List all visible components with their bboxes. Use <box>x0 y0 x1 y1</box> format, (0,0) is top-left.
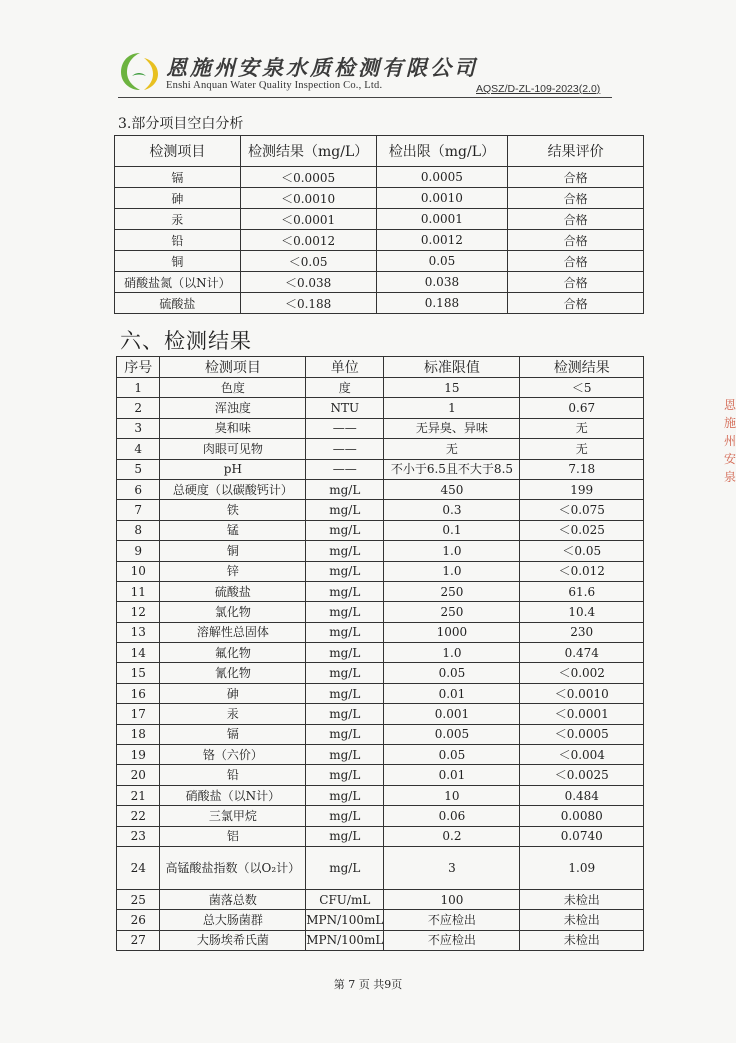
table-cell: ＜0.0012 <box>240 230 376 251</box>
column-header: 检测结果（mg/L） <box>240 136 376 167</box>
table-row <box>115 209 644 230</box>
table-cell: —— <box>306 459 384 479</box>
column-header: 序号 <box>117 357 160 378</box>
table-cell: MPN/100mL <box>306 910 384 930</box>
table-cell: 合格 <box>508 230 644 251</box>
table-cell: 无 <box>520 418 644 438</box>
table-cell: 未检出 <box>520 910 644 930</box>
table-cell: ＜0.0005 <box>240 167 376 188</box>
table-cell: ＜0.0001 <box>240 209 376 230</box>
table-cell: 1.0 <box>384 643 520 663</box>
table-cell: 氰化物 <box>160 663 306 683</box>
column-header: 标准限值 <box>384 357 520 378</box>
company-logo-icon <box>118 50 162 92</box>
table-row <box>117 520 644 540</box>
table-row <box>117 581 644 601</box>
table-cell: 23 <box>117 826 160 846</box>
table-cell: 氟化物 <box>160 643 306 663</box>
table-cell: 26 <box>117 910 160 930</box>
table-header-row <box>115 136 644 167</box>
table-cell: 0.3 <box>384 500 520 520</box>
table-cell: 硫酸盐 <box>115 293 241 314</box>
table-row <box>115 272 644 293</box>
table-cell: 22 <box>117 806 160 826</box>
results-table <box>116 356 644 951</box>
table-cell: 硫酸盐 <box>160 581 306 601</box>
table-cell: 19 <box>117 745 160 765</box>
table-row <box>117 602 644 622</box>
table-cell: ＜0.0010 <box>520 683 644 703</box>
table-cell: 10 <box>384 785 520 805</box>
table-cell: ＜0.025 <box>520 520 644 540</box>
page-header <box>118 48 614 98</box>
table-cell: 4 <box>117 439 160 459</box>
table-cell: mg/L <box>306 806 384 826</box>
table-cell: pH <box>160 459 306 479</box>
table-cell: 镉 <box>115 167 241 188</box>
table-cell: 汞 <box>115 209 241 230</box>
table-cell: 铅 <box>115 230 241 251</box>
table-cell: mg/L <box>306 663 384 683</box>
table-cell: 合格 <box>508 251 644 272</box>
table-cell: 合格 <box>508 209 644 230</box>
table-cell: 7.18 <box>520 459 644 479</box>
table-cell: NTU <box>306 398 384 418</box>
header-divider <box>118 97 612 98</box>
table-cell: mg/L <box>306 520 384 540</box>
table-cell: 不小于6.5且不大于8.5 <box>384 459 520 479</box>
table-cell: 0.01 <box>384 765 520 785</box>
page-number: 第 7 页 共9页 <box>333 978 403 991</box>
table-cell: 199 <box>520 479 644 499</box>
table-cell: 20 <box>117 765 160 785</box>
table-cell: ＜0.075 <box>520 500 644 520</box>
table-cell: 无 <box>520 439 644 459</box>
table-cell: 砷 <box>160 683 306 703</box>
table-cell: mg/L <box>306 622 384 642</box>
table-cell: mg/L <box>306 846 384 889</box>
table-cell: 0.05 <box>376 251 508 272</box>
table-cell: 11 <box>117 581 160 601</box>
table-cell: 5 <box>117 459 160 479</box>
table-cell: 0.0080 <box>520 806 644 826</box>
table-cell: 3 <box>117 418 160 438</box>
table-cell: mg/L <box>306 541 384 561</box>
table-cell: 度 <box>306 378 384 398</box>
table-row <box>115 293 644 314</box>
table-cell: ＜0.05 <box>520 541 644 561</box>
table-cell: 合格 <box>508 293 644 314</box>
table-row <box>115 230 644 251</box>
table-cell: ＜0.05 <box>240 251 376 272</box>
table-cell: 0.474 <box>520 643 644 663</box>
table-cell: 硝酸盐氮（以N计） <box>115 272 241 293</box>
table-cell: 总大肠菌群 <box>160 910 306 930</box>
table-cell: 0.0010 <box>376 188 508 209</box>
table-cell: ＜0.0010 <box>240 188 376 209</box>
table-cell: 总硬度（以碳酸钙计） <box>160 479 306 499</box>
table-cell: 0.038 <box>376 272 508 293</box>
table-cell: —— <box>306 418 384 438</box>
table-cell: 铜 <box>115 251 241 272</box>
table-cell: 铜 <box>160 541 306 561</box>
table-cell: 1.0 <box>384 561 520 581</box>
table-cell: 砷 <box>115 188 241 209</box>
table-cell: 肉眼可见物 <box>160 439 306 459</box>
table-cell: 铬（六价） <box>160 745 306 765</box>
blank-analysis-title: 3.部分项目空白分析 <box>118 116 244 132</box>
table-cell: 0.0001 <box>376 209 508 230</box>
table-cell: 2 <box>117 398 160 418</box>
table-cell: 0.05 <box>384 745 520 765</box>
table-cell: 0.67 <box>520 398 644 418</box>
table-cell: 溶解性总固体 <box>160 622 306 642</box>
table-row <box>117 846 644 889</box>
table-row <box>117 418 644 438</box>
table-cell: 100 <box>384 889 520 909</box>
table-cell: 合格 <box>508 272 644 293</box>
table-cell: 0.06 <box>384 806 520 826</box>
table-cell: ＜0.0005 <box>520 724 644 744</box>
table-cell: 硝酸盐（以N计） <box>160 785 306 805</box>
table-cell: 7 <box>117 500 160 520</box>
table-cell: 24 <box>117 846 160 889</box>
table-cell: 0.2 <box>384 826 520 846</box>
table-cell: 0.0012 <box>376 230 508 251</box>
table-cell: 10 <box>117 561 160 581</box>
blank-analysis-table <box>114 135 644 314</box>
table-cell: MPN/100mL <box>306 930 384 950</box>
table-cell: 250 <box>384 602 520 622</box>
table-cell: ＜0.038 <box>240 272 376 293</box>
table-row <box>117 826 644 846</box>
table-cell: 浑浊度 <box>160 398 306 418</box>
table-row <box>117 398 644 418</box>
table-cell: mg/L <box>306 479 384 499</box>
table-row <box>117 683 644 703</box>
table-cell: 1 <box>117 378 160 398</box>
table-row <box>117 704 644 724</box>
table-cell: 锰 <box>160 520 306 540</box>
table-cell: ＜0.004 <box>520 745 644 765</box>
table-cell: 铁 <box>160 500 306 520</box>
table-cell: 铅 <box>160 765 306 785</box>
table-cell: 未检出 <box>520 889 644 909</box>
table-cell: 230 <box>520 622 644 642</box>
table-row <box>117 724 644 744</box>
results-title: 六、检测结果 <box>120 329 252 353</box>
table-cell: ＜0.012 <box>520 561 644 581</box>
company-name-en: Enshi Anquan Water Quality Inspection Co., Ltd. <box>166 80 383 91</box>
table-cell: 450 <box>384 479 520 499</box>
table-cell: 3 <box>384 846 520 889</box>
table-cell: 21 <box>117 785 160 805</box>
table-cell: 0.1 <box>384 520 520 540</box>
table-cell: 镉 <box>160 724 306 744</box>
table-header-row <box>117 357 644 378</box>
table-cell: 8 <box>117 520 160 540</box>
table-cell: 61.6 <box>520 581 644 601</box>
table-cell: 9 <box>117 541 160 561</box>
table-cell: 16 <box>117 683 160 703</box>
table-cell: 0.0740 <box>520 826 644 846</box>
table-cell: mg/L <box>306 683 384 703</box>
table-cell: 大肠埃希氏菌 <box>160 930 306 950</box>
table-cell: 10.4 <box>520 602 644 622</box>
table-row <box>117 541 644 561</box>
table-cell: 15 <box>384 378 520 398</box>
table-row <box>117 745 644 765</box>
table-row <box>117 930 644 950</box>
column-header: 检测项目 <box>115 136 241 167</box>
table-cell: 1 <box>384 398 520 418</box>
table-cell: mg/L <box>306 724 384 744</box>
table-cell: 未检出 <box>520 930 644 950</box>
table-cell: ＜5 <box>520 378 644 398</box>
table-cell: mg/L <box>306 643 384 663</box>
table-cell: mg/L <box>306 561 384 581</box>
column-header: 单位 <box>306 357 384 378</box>
table-row <box>117 643 644 663</box>
table-row <box>117 479 644 499</box>
company-name-cn: 恩施州安泉水质检测有限公司 <box>166 55 478 80</box>
column-header: 检测项目 <box>160 357 306 378</box>
table-cell: ＜0.0025 <box>520 765 644 785</box>
document-code: AQSZ/D-ZL-109-2023(2.0) <box>476 83 601 95</box>
table-cell: 色度 <box>160 378 306 398</box>
table-row <box>117 785 644 805</box>
table-cell: 铝 <box>160 826 306 846</box>
table-row <box>117 561 644 581</box>
table-cell: ＜0.0001 <box>520 704 644 724</box>
table-cell: 17 <box>117 704 160 724</box>
table-cell: 13 <box>117 622 160 642</box>
table-cell: 0.188 <box>376 293 508 314</box>
table-cell: mg/L <box>306 602 384 622</box>
table-cell: 0.01 <box>384 683 520 703</box>
table-cell: 12 <box>117 602 160 622</box>
table-cell: mg/L <box>306 581 384 601</box>
table-cell: 不应检出 <box>384 930 520 950</box>
table-row <box>117 889 644 909</box>
table-row <box>117 806 644 826</box>
table-cell: 1.09 <box>520 846 644 889</box>
table-cell: 25 <box>117 889 160 909</box>
table-cell: 锌 <box>160 561 306 581</box>
table-row <box>117 439 644 459</box>
table-row <box>115 188 644 209</box>
table-cell: 汞 <box>160 704 306 724</box>
table-row <box>117 663 644 683</box>
table-cell: —— <box>306 439 384 459</box>
table-cell: 14 <box>117 643 160 663</box>
table-cell: 0.001 <box>384 704 520 724</box>
table-cell: 无异臭、异味 <box>384 418 520 438</box>
table-cell: mg/L <box>306 745 384 765</box>
table-cell: mg/L <box>306 765 384 785</box>
table-cell: 臭和味 <box>160 418 306 438</box>
table-cell: 无 <box>384 439 520 459</box>
table-cell: ＜0.002 <box>520 663 644 683</box>
table-cell: 15 <box>117 663 160 683</box>
table-cell: 6 <box>117 479 160 499</box>
table-cell: 不应检出 <box>384 910 520 930</box>
table-cell: 0.005 <box>384 724 520 744</box>
table-cell: 27 <box>117 930 160 950</box>
table-cell: mg/L <box>306 826 384 846</box>
table-cell: 合格 <box>508 188 644 209</box>
table-cell: 250 <box>384 581 520 601</box>
table-cell: ＜0.188 <box>240 293 376 314</box>
table-cell: 三氯甲烷 <box>160 806 306 826</box>
table-cell: 菌落总数 <box>160 889 306 909</box>
table-cell: CFU/mL <box>306 889 384 909</box>
column-header: 检测结果 <box>520 357 644 378</box>
table-row <box>117 500 644 520</box>
table-cell: mg/L <box>306 704 384 724</box>
table-row <box>117 622 644 642</box>
table-row <box>117 459 644 479</box>
table-cell: 高锰酸盐指数（以O₂计） <box>160 846 306 889</box>
table-cell: 18 <box>117 724 160 744</box>
table-cell: 合格 <box>508 167 644 188</box>
table-row <box>115 167 644 188</box>
table-cell: mg/L <box>306 500 384 520</box>
table-row <box>117 910 644 930</box>
table-cell: mg/L <box>306 785 384 805</box>
table-row <box>117 378 644 398</box>
table-cell: 0.0005 <box>376 167 508 188</box>
table-row <box>117 765 644 785</box>
table-cell: 0.05 <box>384 663 520 683</box>
table-row <box>115 251 644 272</box>
table-cell: 氯化物 <box>160 602 306 622</box>
table-cell: 1.0 <box>384 541 520 561</box>
table-cell: 0.484 <box>520 785 644 805</box>
table-cell: 1000 <box>384 622 520 642</box>
seal-stamp: 恩施州安泉 <box>724 398 736 484</box>
column-header: 结果评价 <box>508 136 644 167</box>
column-header: 检出限（mg/L） <box>376 136 508 167</box>
